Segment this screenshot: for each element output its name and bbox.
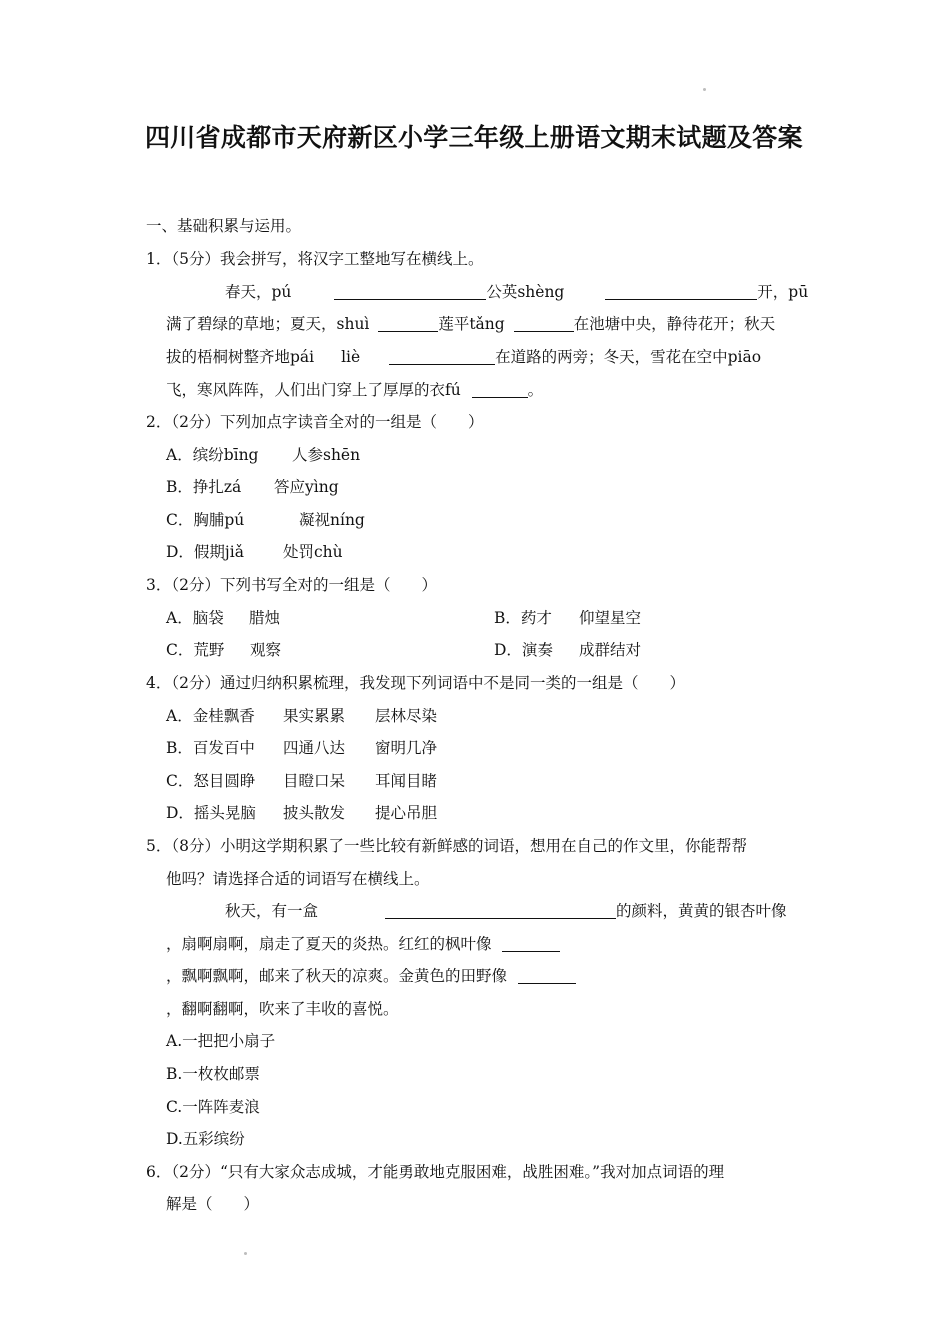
question-2-stem: 2．（2分）下列加点字读音全对的一组是（ ） <box>146 413 484 431</box>
option-row[interactable] <box>494 640 642 660</box>
passage-line-1 <box>225 901 786 921</box>
option-word: D．摇头晃脑 <box>166 804 256 822</box>
q1-text: 。 <box>527 381 544 399</box>
option-word: D．假期jiǎ <box>166 543 244 561</box>
option-word: 目瞪口呆 <box>283 772 346 790</box>
passage-line-2 <box>166 934 560 954</box>
document-title: 四川省成都市天府新区小学三年级上册语文期末试题及答案 <box>145 123 803 152</box>
option-word: 四通八达 <box>283 739 346 757</box>
option-word: 腊烛 <box>249 609 281 627</box>
answer-blank[interactable] <box>389 350 495 365</box>
option-word: 披头散发 <box>283 804 346 822</box>
answer-blank[interactable] <box>385 904 616 919</box>
option-word: 成群结对 <box>579 641 642 659</box>
answer-blank[interactable] <box>502 937 560 952</box>
option-row[interactable] <box>166 706 438 726</box>
question-1-line-2 <box>166 314 775 334</box>
question-5-stem-cont: 他吗？请选择合适的词语写在横线上。 <box>166 870 430 888</box>
q1-text: 春天，pú <box>225 283 292 301</box>
option-row[interactable] <box>166 445 361 465</box>
question-1-line-3 <box>166 347 761 367</box>
option-word: C．胸脯pú <box>166 511 245 529</box>
option-row[interactable] <box>166 803 438 823</box>
answer-blank[interactable] <box>334 285 486 300</box>
question-1-line-4 <box>166 380 543 400</box>
option-row[interactable] <box>166 738 438 758</box>
option-word: 仰望星空 <box>579 609 642 627</box>
section-heading: 一、基础积累与运用。 <box>146 217 302 235</box>
option-b[interactable]: B.一枚枚邮票 <box>166 1065 260 1083</box>
passage-text: 的颜料，黄黄的银杏叶像 <box>615 902 787 920</box>
question-5-stem: 5．（8分）小明这学期积累了一些比较有新鲜感的词语，想用在自己的作文里，你能帮帮 <box>146 837 747 855</box>
option-row[interactable] <box>166 477 339 497</box>
answer-blank[interactable] <box>518 969 576 984</box>
passage-line-3 <box>166 966 576 986</box>
q1-text: 在池塘中央，静待花开；秋天 <box>573 315 776 333</box>
option-row[interactable] <box>166 608 281 628</box>
question-6-stem-cont: 解是（ ） <box>166 1195 260 1213</box>
option-word: B．药才 <box>494 609 552 627</box>
answer-blank[interactable] <box>378 317 438 332</box>
option-word: 提心吊胆 <box>375 804 438 822</box>
option-word: 耳闻目睹 <box>375 772 438 790</box>
option-word: 观察 <box>250 641 282 659</box>
option-word: 答应yìng <box>274 478 339 496</box>
passage-text: ，飘啊飘啊，邮来了秋天的凉爽。金黄色的田野像 <box>166 967 508 985</box>
option-word: 窗明几净 <box>375 739 438 757</box>
question-3-stem: 3．（2分）下列书写全对的一组是（ ） <box>146 576 437 594</box>
option-word: D．演奏 <box>494 641 553 659</box>
q1-text: 公英shèng <box>486 283 565 301</box>
option-word: 层林尽染 <box>375 707 438 725</box>
q1-text: 拔的梧桐树整齐地pái <box>166 348 315 366</box>
passage-text: 秋天，有一盒 <box>225 902 319 920</box>
question-6-stem: 6．（2分）“只有大家众志成城，才能勇敢地克服困难，战胜困难。”我对加点词语的理 <box>146 1163 725 1181</box>
option-a[interactable]: A.一把把小扇子 <box>166 1032 276 1050</box>
answer-blank[interactable] <box>472 383 528 398</box>
option-row[interactable] <box>166 640 282 660</box>
q1-text: 飞，寒风阵阵，人们出门穿上了厚厚的衣fú <box>166 381 461 399</box>
option-word: A．缤纷bīng <box>166 446 259 464</box>
option-word: C．荒野 <box>166 641 225 659</box>
q1-text: 莲平tǎng <box>438 315 505 333</box>
option-word: B．百发百中 <box>166 739 255 757</box>
option-word: 凝视níng <box>299 511 365 529</box>
question-1-line-1 <box>225 282 808 302</box>
option-word: A．脑袋 <box>166 609 224 627</box>
passage-line-4: ，翻啊翻啊，吹来了丰收的喜悦。 <box>166 1000 399 1018</box>
option-word: B．挣扎zá <box>166 478 242 496</box>
q1-text: liè <box>341 348 361 366</box>
footer-speck <box>244 1252 247 1255</box>
corner-speck <box>703 88 706 91</box>
question-1-stem: 1．（5分）我会拼写，将汉字工整地写在横线上。 <box>146 250 484 268</box>
option-row[interactable] <box>494 608 642 628</box>
option-word: 人参shēn <box>292 446 361 464</box>
q1-text: 在道路的两旁；冬天，雪花在空中piāo <box>495 348 762 366</box>
option-row[interactable] <box>166 510 365 530</box>
question-4-stem: 4．（2分）通过归纳积累梳理，我发现下列词语中不是同一类的一组是（ ） <box>146 674 685 692</box>
q1-text: 满了碧绿的草地；夏天，shuì <box>166 315 370 333</box>
answer-blank[interactable] <box>605 285 757 300</box>
option-row[interactable] <box>166 542 343 562</box>
option-word: 果实累累 <box>283 707 346 725</box>
option-word: C．怒目圆睁 <box>166 772 256 790</box>
option-c[interactable]: C.一阵阵麦浪 <box>166 1098 260 1116</box>
option-row[interactable] <box>166 771 438 791</box>
q1-text: 开，pū <box>757 283 809 301</box>
option-word: A．金桂飘香 <box>166 707 255 725</box>
option-word: 处罚chù <box>283 543 343 561</box>
passage-text: ，扇啊扇啊，扇走了夏天的炎热。红红的枫叶像 <box>166 935 492 953</box>
answer-blank[interactable] <box>514 317 574 332</box>
option-d[interactable]: D.五彩缤纷 <box>166 1130 245 1148</box>
